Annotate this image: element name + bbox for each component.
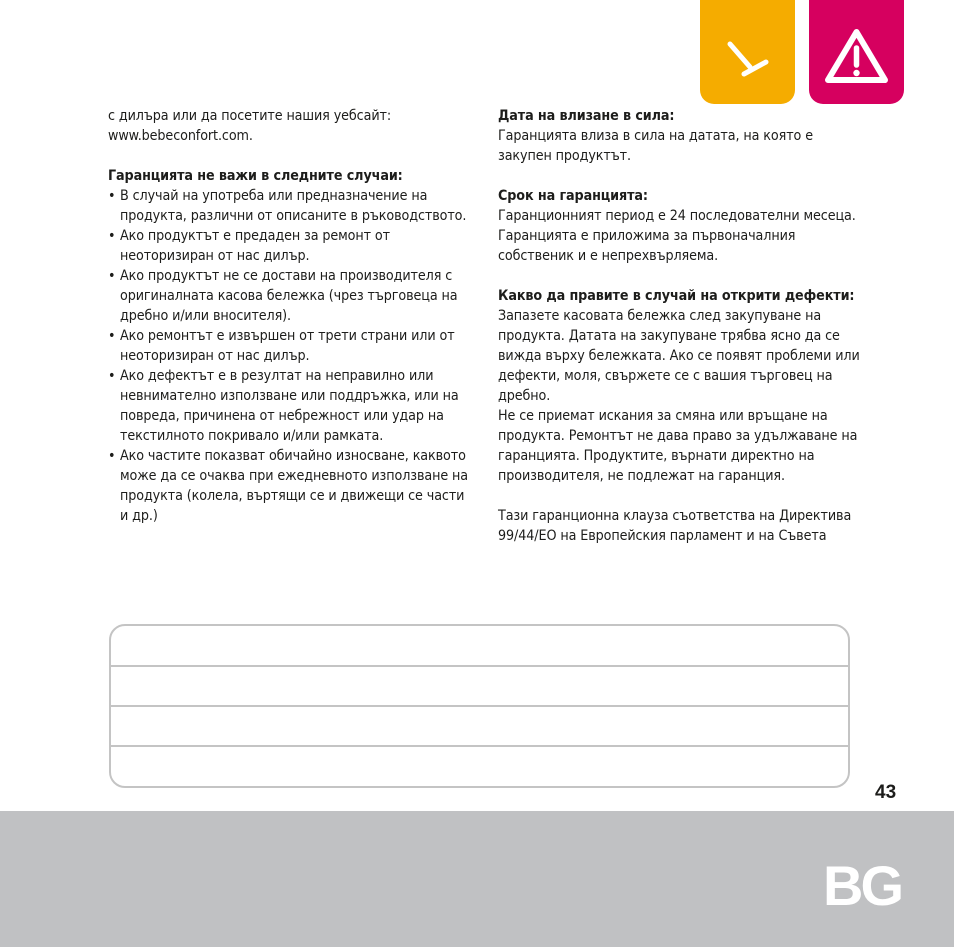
defects-text: Запазете касовата бележка след закупуване на продукта. Датата на закупуване трябва ясно да се вижда върху бележката. Ако се появят проблеми или дефекти, моля, свържете се с вашия търговец на дребно.: [498, 308, 860, 404]
intro-text-line1: с дилъра или да посетите нашия уебсайт:: [108, 108, 392, 124]
warning-icon: [809, 0, 904, 104]
list-item: • Ако дефектът е в резултат на неправилно или невнимателно използване или поддръжка, или на повреда, причинена от небрежност или удар на текстилното покривало и/или рамката.: [108, 366, 473, 446]
exclusions-list: [108, 186, 473, 526]
list-item: • Ако частите показват обичайно износване, каквото може да се очаква при ежедневното използване на продукта (колела, въртящи се и движещи се части и др.): [108, 446, 473, 526]
list-item: • В случай на употреба или предназначение на продукта, различни от описаните в ръководството.: [108, 186, 473, 226]
page-number: 43: [875, 782, 897, 803]
list-item: • Ако ремонтът е извършен от трети страни или от неоторизиран от нас дилър.: [108, 326, 473, 366]
form-line: [111, 705, 848, 707]
returns-text: Не се приемат искания за смяна или връщане на продукта. Ремонтът не дава право за удължаване на гаранцията. Продуктите, върнати директно на производителя, не подлежат на гаранция.: [498, 408, 858, 484]
effective-date-text: Гаранцията влиза в сила на датата, на която е закупен продуктът.: [498, 128, 813, 164]
warranty-period-text: Гаранционният период е 24 последователни месеца. Гаранцията е приложима за първоначалния собственик и е непрехвърляема.: [498, 208, 856, 264]
warranty-form-box: [109, 624, 850, 788]
left-column: [108, 106, 473, 526]
tools-tab: [700, 0, 795, 104]
warning-tab: [809, 0, 904, 104]
exclusions-heading: Гаранцията не важи в следните случаи:: [108, 168, 403, 184]
footer-band: [0, 811, 954, 947]
website-link: www.bebeconfort.com.: [108, 128, 253, 144]
list-item: • Ако продуктът е предаден за ремонт от неоторизиран от нас дилър.: [108, 226, 473, 266]
defects-heading: Какво да правите в случай на открити дефекти:: [498, 288, 855, 304]
form-line: [111, 665, 848, 667]
warranty-period-heading: Срок на гаранцията:: [498, 188, 648, 204]
directive-text: Тази гаранционна клауза съответства на Директива 99/44/ЕО на Европейския парламент и на Съвета: [498, 508, 852, 544]
language-code: BG: [823, 854, 901, 917]
right-column: [498, 106, 868, 546]
tool-icon: [700, 0, 795, 104]
form-line: [111, 745, 848, 747]
effective-date-heading: Дата на влизане в сила:: [498, 108, 675, 124]
list-item: • Ако продуктът не се достави на производителя с оригиналната касова бележка (чрез търговеца на дребно и/или вносителя).: [108, 266, 473, 326]
